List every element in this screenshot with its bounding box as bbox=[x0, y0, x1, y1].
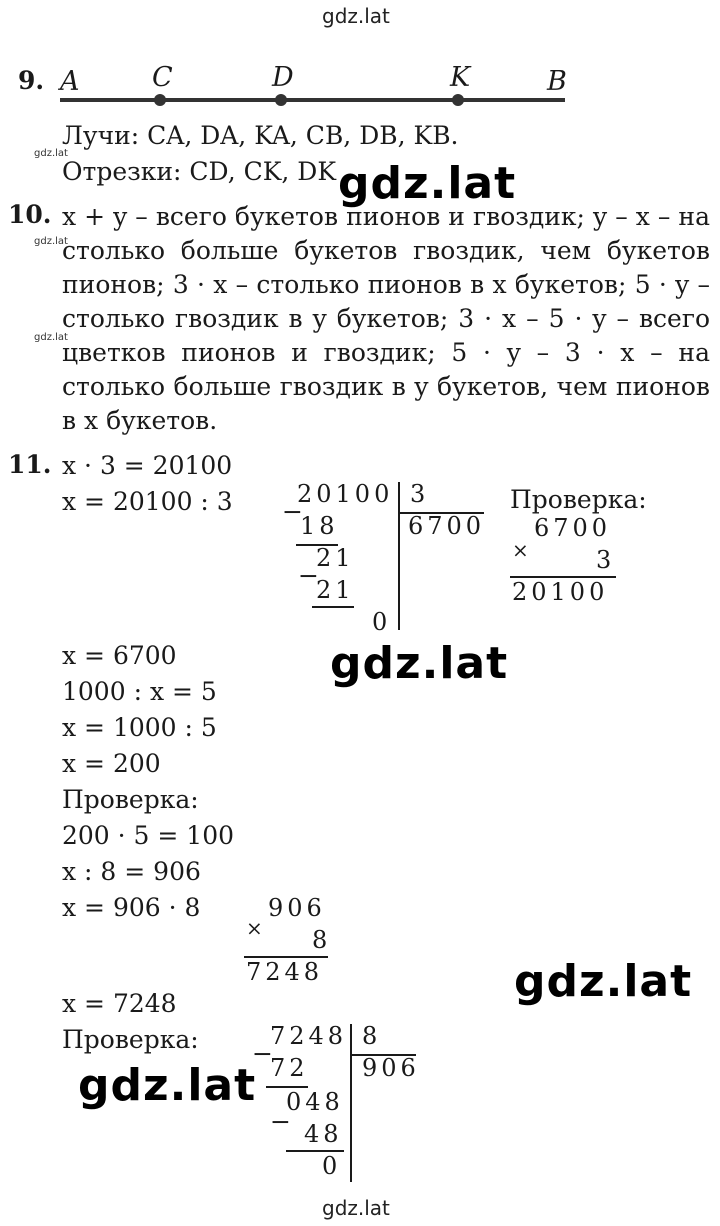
division1-step-rule bbox=[312, 606, 354, 608]
mult2-multiplicand: 906 bbox=[268, 894, 326, 922]
minus-sign: − bbox=[298, 561, 319, 590]
point-c bbox=[154, 94, 166, 106]
equation-line: 200 · 5 = 100 bbox=[62, 821, 235, 850]
check1-multiplicand: 6700 bbox=[534, 514, 612, 542]
division1-quotient: 6700 bbox=[408, 512, 486, 540]
check1-label: Проверка: bbox=[510, 485, 647, 514]
equation-line: x = 7248 bbox=[62, 989, 177, 1018]
task10-number: 10. bbox=[8, 200, 52, 229]
mult2-multiplier: 8 bbox=[312, 926, 332, 954]
point-d bbox=[275, 94, 287, 106]
division1-vertical-rule bbox=[398, 482, 400, 630]
point-label-d: D bbox=[272, 62, 294, 93]
task9-number: 9. bbox=[18, 66, 45, 95]
check1-result: 20100 bbox=[512, 578, 609, 606]
division2-quotient: 906 bbox=[362, 1054, 420, 1082]
division2-remainder: 0 bbox=[322, 1152, 342, 1180]
check-label: Проверка: bbox=[62, 1025, 199, 1054]
times-sign: × bbox=[512, 538, 529, 562]
equation-line: x = 6700 bbox=[62, 641, 177, 670]
point-label-a: A bbox=[60, 66, 80, 97]
division2-step: 48 bbox=[304, 1120, 343, 1148]
minus-sign: − bbox=[252, 1039, 273, 1068]
watermark-big: gdz.lat bbox=[514, 956, 693, 1007]
minus-sign: − bbox=[270, 1107, 291, 1136]
minus-sign: − bbox=[282, 497, 303, 526]
division1-remainder: 0 bbox=[372, 608, 392, 636]
division2-vertical-rule bbox=[350, 1024, 352, 1182]
point-label-k: K bbox=[450, 62, 471, 93]
equation-line: x = 20100 : 3 bbox=[62, 487, 233, 516]
division2-dividend: 7248 bbox=[270, 1022, 348, 1050]
watermark-tiny: gdz.lat bbox=[34, 148, 68, 159]
equation-line: x = 200 bbox=[62, 749, 161, 778]
task9-rays: Лучи: CA, DA, KA, CB, DB, KB. bbox=[62, 121, 459, 150]
task9-segments: Отрезки: CD, CK, DK bbox=[62, 157, 337, 186]
equation-line: x = 1000 : 5 bbox=[62, 713, 217, 742]
division1-step: 21 bbox=[316, 576, 355, 604]
watermark-big: gdz.lat bbox=[338, 158, 517, 209]
line-diagram bbox=[55, 62, 575, 112]
point-k bbox=[452, 94, 464, 106]
watermark-bottom: gdz.lat bbox=[322, 1196, 390, 1220]
check1-multiplier: 3 bbox=[596, 546, 616, 574]
watermark-big: gdz.lat bbox=[78, 1060, 257, 1111]
division1-step: 18 bbox=[300, 512, 339, 540]
division2-step: 048 bbox=[286, 1088, 344, 1116]
watermark-tiny: gdz.lat bbox=[34, 236, 68, 247]
point-label-c: C bbox=[152, 62, 173, 93]
division2-divisor: 8 bbox=[362, 1022, 382, 1050]
times-sign: × bbox=[246, 916, 263, 940]
watermark-top: gdz.lat bbox=[322, 4, 390, 28]
mult2-result: 7248 bbox=[246, 958, 324, 986]
watermark-tiny: gdz.lat bbox=[34, 332, 68, 343]
division1-dividend: 20100 bbox=[297, 480, 394, 508]
point-label-b: B bbox=[547, 66, 567, 97]
division2-step: 72 bbox=[270, 1054, 309, 1082]
watermark-big: gdz.lat bbox=[330, 638, 509, 689]
check-label: Проверка: bbox=[62, 785, 199, 814]
equation-line: x = 906 · 8 bbox=[62, 893, 201, 922]
division1-divisor: 3 bbox=[410, 480, 430, 508]
equation-line: x · 3 = 20100 bbox=[62, 451, 233, 480]
division1-step: 21 bbox=[316, 544, 355, 572]
task11-number: 11. bbox=[8, 450, 52, 479]
task10-text: x + y – всего букетов пионов и гвоздик; y – x – на столько больше букетов гвоздик, чем букетов пионов; 3 · x – столько пионов в x букетов; 5 · y – столько гвоздик в y букетов; 3 · x – 5 · y – всего цветков пионов и гвоздик; 5 · y – 3 · x – на столько больше гвоздик в y букетов, чем пионов в x букетов. bbox=[62, 202, 710, 435]
equation-line: 1000 : x = 5 bbox=[62, 677, 217, 706]
equation-line: x : 8 = 906 bbox=[62, 857, 201, 886]
